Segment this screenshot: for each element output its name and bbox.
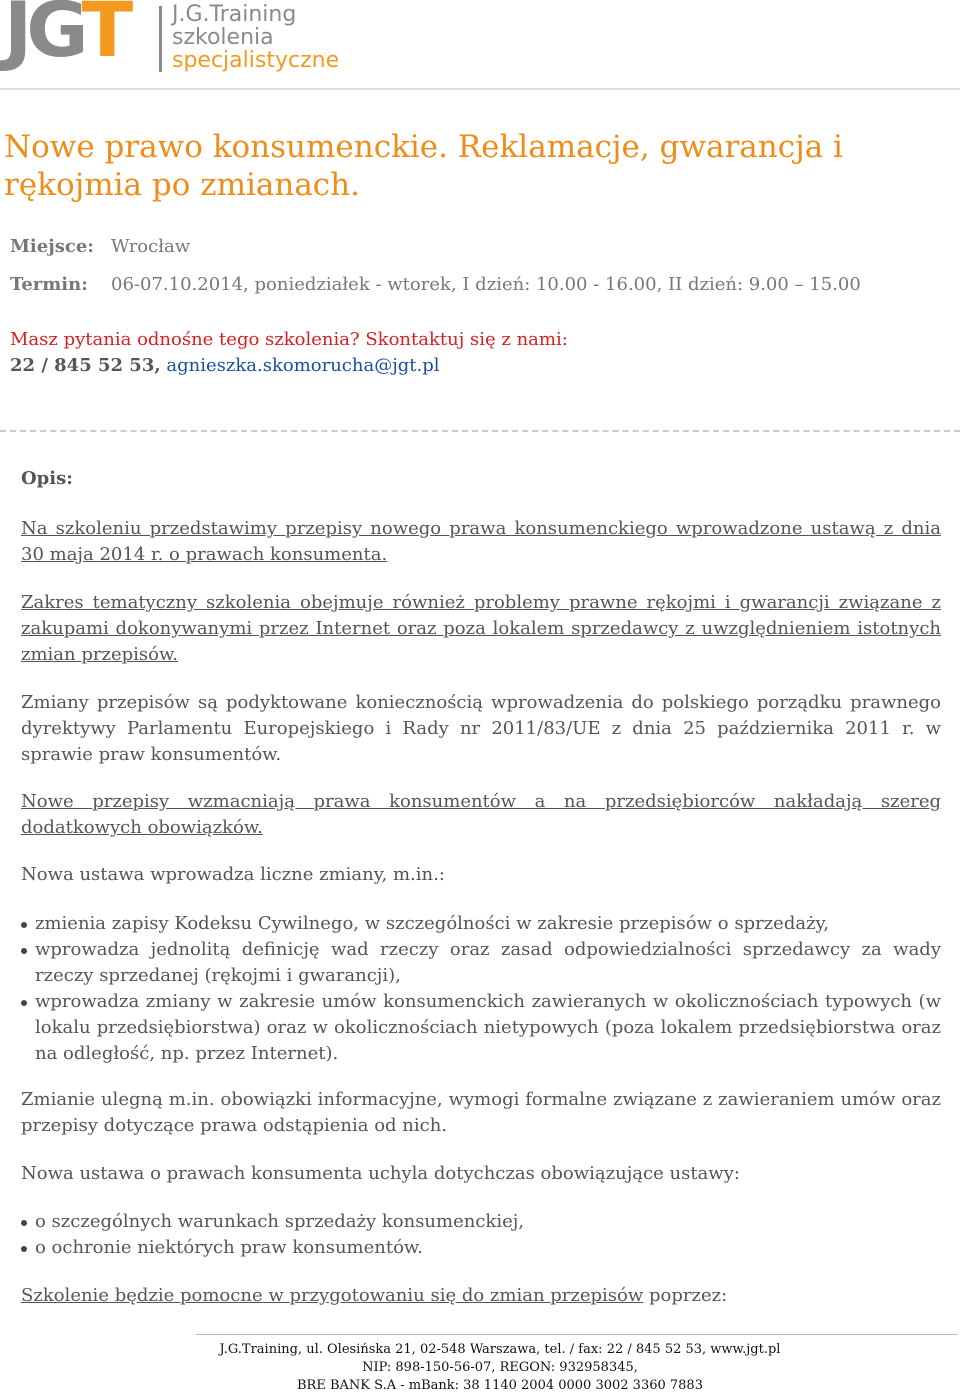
repealed-acts-list <box>21 1209 941 1261</box>
logo-mark-right: T <box>81 0 128 74</box>
logo-text <box>172 3 339 72</box>
list-item: zmienia zapisy Kodeksu Cywilnego, w szczególności w zakresie przepisów o sprzedaży, <box>21 911 941 937</box>
place-value: Wrocław <box>111 236 191 257</box>
page-header <box>0 0 960 90</box>
description-heading: Opis: <box>21 468 73 489</box>
training-benefit-rest: poprzez: <box>643 1285 728 1306</box>
contact-phone: 22 / 845 52 53, <box>10 355 161 376</box>
list-item: o ochronie niektórych praw konsumentów. <box>21 1235 941 1261</box>
description-paragraph-5: Nowa ustawa wprowadza liczne zmiany, m.in.: <box>21 864 445 885</box>
description-paragraph-6: Zmianie ulegną m.in. obowiązki informacyjne, wymogi formalne związane z zawieraniem umów oraz przepisy dotyczące prawa odstąpienia od nich. <box>21 1089 941 1136</box>
logo-mark <box>4 0 128 74</box>
description-paragraph-1: Na szkoleniu przedstawimy przepisy nowego prawa konsumenckiego wprowadzone ustawą z dnia 30 maja 2014 r. o prawach konsumenta. <box>21 518 941 565</box>
description-paragraph-8 <box>21 1283 941 1309</box>
description-paragraph-4: Nowe przepisy wzmacniają prawa konsumentów a na przedsiębiorców nakładają szereg dodatkowych obowiązków. <box>21 791 941 838</box>
footer-line-1: J.G.Training, ul. Olesińska 21, 02-548 Warszawa, tel. / fax: 22 / 845 52 53, www.jgt.pl <box>219 1342 781 1357</box>
place-label: Miejsce: <box>10 236 94 257</box>
footer-line-3: BRE BANK S.A - mBank: 38 1140 2004 0000 3002 3360 7883 <box>297 1378 703 1393</box>
logo-divider <box>159 6 162 72</box>
logo-line-3: specjalistyczne <box>172 48 340 73</box>
list-item: o szczególnych warunkach sprzedaży konsumenckiej, <box>21 1209 941 1235</box>
contact-block <box>10 327 568 379</box>
description-paragraph-3: Zmiany przepisów są podyktowane koniecznością wprowadzenia do polskiego porządku prawnego dyrektywy Parlamentu Europejskiego i Rady nr 2011/83/UE z dnia 25 października 2011 r. w sprawie praw konsumentów. <box>21 692 941 765</box>
changes-list <box>21 911 941 1067</box>
logo-mark-left: JG <box>4 0 82 74</box>
list-item: wprowadza zmiany w zakresie umów konsumenckich zawieranych w okolicznościach typowych (w lokalu przedsiębiorstwa) oraz w okolicznościach nietypowych (poza lokalem przedsiębiorstwa oraz na odległość, np. przez Internet). <box>21 989 941 1067</box>
list-item: wprowadza jednolitą definicję wad rzeczy oraz zasad odpowiedzialności sprzedawcy za wady rzeczy sprzedanej (rękojmi i gwarancji), <box>21 937 941 989</box>
place-row <box>10 235 190 259</box>
header-divider <box>0 88 960 90</box>
section-divider <box>0 430 960 432</box>
contact-email-link[interactable]: agnieszka.skomorucha@jgt.pl <box>166 355 440 376</box>
date-row <box>10 273 861 297</box>
description-paragraph-2: Zakres tematyczny szkolenia obejmuje również problemy prawne rękojmi i gwarancji związane z zakupami dokonywanymi przez Internet oraz poza lokalem sprzedawcy z uwzględnieniem istotnych zmian przepisów. <box>21 592 941 665</box>
logo-line-1: J.G.Training <box>172 2 297 27</box>
contact-question: Masz pytania odnośne tego szkolenia? Skontaktuj się z nami: <box>10 329 568 350</box>
page-title: Nowe prawo konsumenckie. Reklamacje, gwarancja i rękojmia po zmianach. <box>4 129 843 203</box>
page-footer <box>0 1341 960 1395</box>
date-value: 06-07.10.2014, poniedziałek - wtorek, I dzień: 10.00 - 16.00, II dzień: 9.00 – 15.00 <box>111 274 861 295</box>
training-benefit-link[interactable]: Szkolenie będzie pomocne w przygotowaniu się do zmian przepisów <box>21 1285 644 1306</box>
logo-line-2: szkolenia <box>172 25 274 50</box>
date-label: Termin: <box>10 274 88 295</box>
footer-line-2: NIP: 898-150-56-07, REGON: 932958345, <box>362 1360 638 1375</box>
footer-divider <box>196 1334 958 1335</box>
description-paragraph-7: Nowa ustawa o prawach konsumenta uchyla dotychczas obowiązujące ustawy: <box>21 1163 740 1184</box>
